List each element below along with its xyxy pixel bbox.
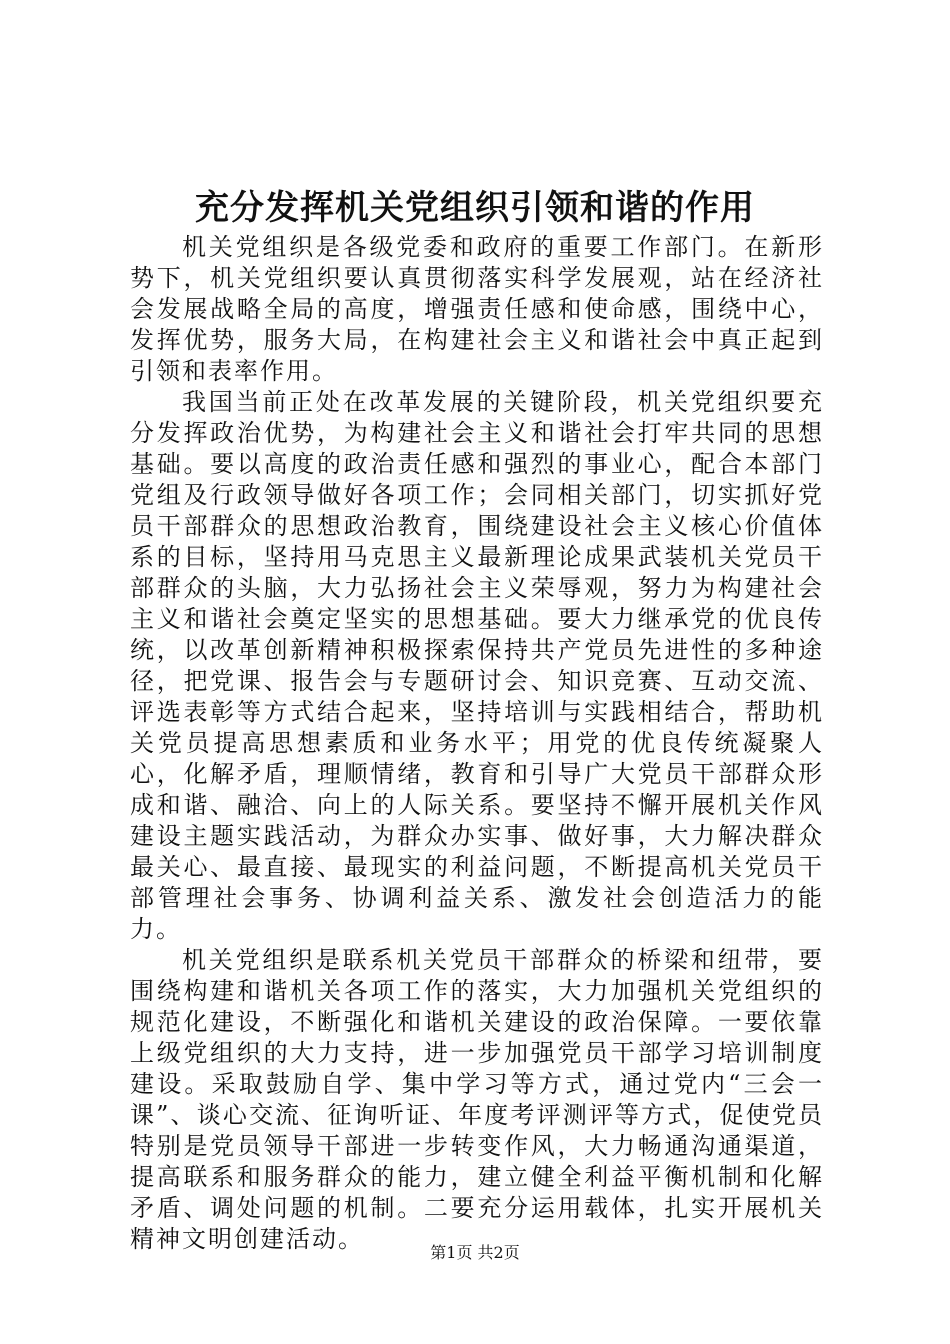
paragraph-1: 机关党组织是各级党委和政府的重要工作部门。在新形势下，机关党组织要认真贯彻落实科学发展观，站在经济社会发展战略全局的高度，增强责任感和使命感，围绕中心，发挥优势，服务大局，在构建社会主义和谐社会中真正起到引领和表率作用。: [130, 233, 824, 385]
page-title: 充分发挥机关党组织引领和谐的作用: [195, 188, 755, 228]
page-footer: 第1页 共2页: [430, 1243, 520, 1262]
document-body: [130, 232, 824, 1255]
paragraph-3: 机关党组织是联系机关党员干部群众的桥梁和纽带，要围绕构建和谐机关各项工作的落实，大力加强机关党组织的规范化建设，不断强化和谐机关建设的政治保障。一要依靠上级党组织的大力支持，进一步加强党员干部学习培训制度建设。采取鼓励自学、集中学习等方式，通过党内“三会一课”、谈心交流、征询听证、年度考评测评等方式，促使党员特别是党员领导干部进一步转变作风，大力畅通沟通渠道，提高联系和服务群众的能力，建立健全利益平衡机制和化解矛盾、调处问题的机制。二要充分运用载体，扎实开展机关精神文明创建活动。: [130, 946, 824, 1253]
paragraph-2: 我国当前正处在改革发展的关键阶段，机关党组织要充分发挥政治优势，为构建社会主义和谐社会打牢共同的思想基础。要以高度的政治责任感和强烈的事业心，配合本部门党组及行政领导做好各项工作；会同相关部门，切实抓好党员干部群众的思想政治教育，围绕建设社会主义核心价值体系的目标，坚持用马克思主义最新理论成果武装机关党员干部群众的头脑，大力弘扬社会主义荣辱观，努力为构建社会主义和谐社会奠定坚实的思想基础。要大力继承党的优良传统，以改革创新精神积极探索保持共产党员先进性的多种途径，把党课、报告会与专题研讨会、知识竞赛、互动交流、评选表彰等方式结合起来，坚持培训与实践相结合，帮助机关党员提高思想素质和业务水平；用党的优良传统凝聚人心，化解矛盾，理顺情绪，教育和引导广大党员干部群众形成和谐、融洽、向上的人际关系。要坚持不懈开展机关作风建设主题实践活动，为群众办实事、做好事，大力解决群众最关心、最直接、最现实的利益问题，不断提高机关党员干部管理社会事务、协调利益关系、激发社会创造活力的能力。: [130, 388, 824, 943]
